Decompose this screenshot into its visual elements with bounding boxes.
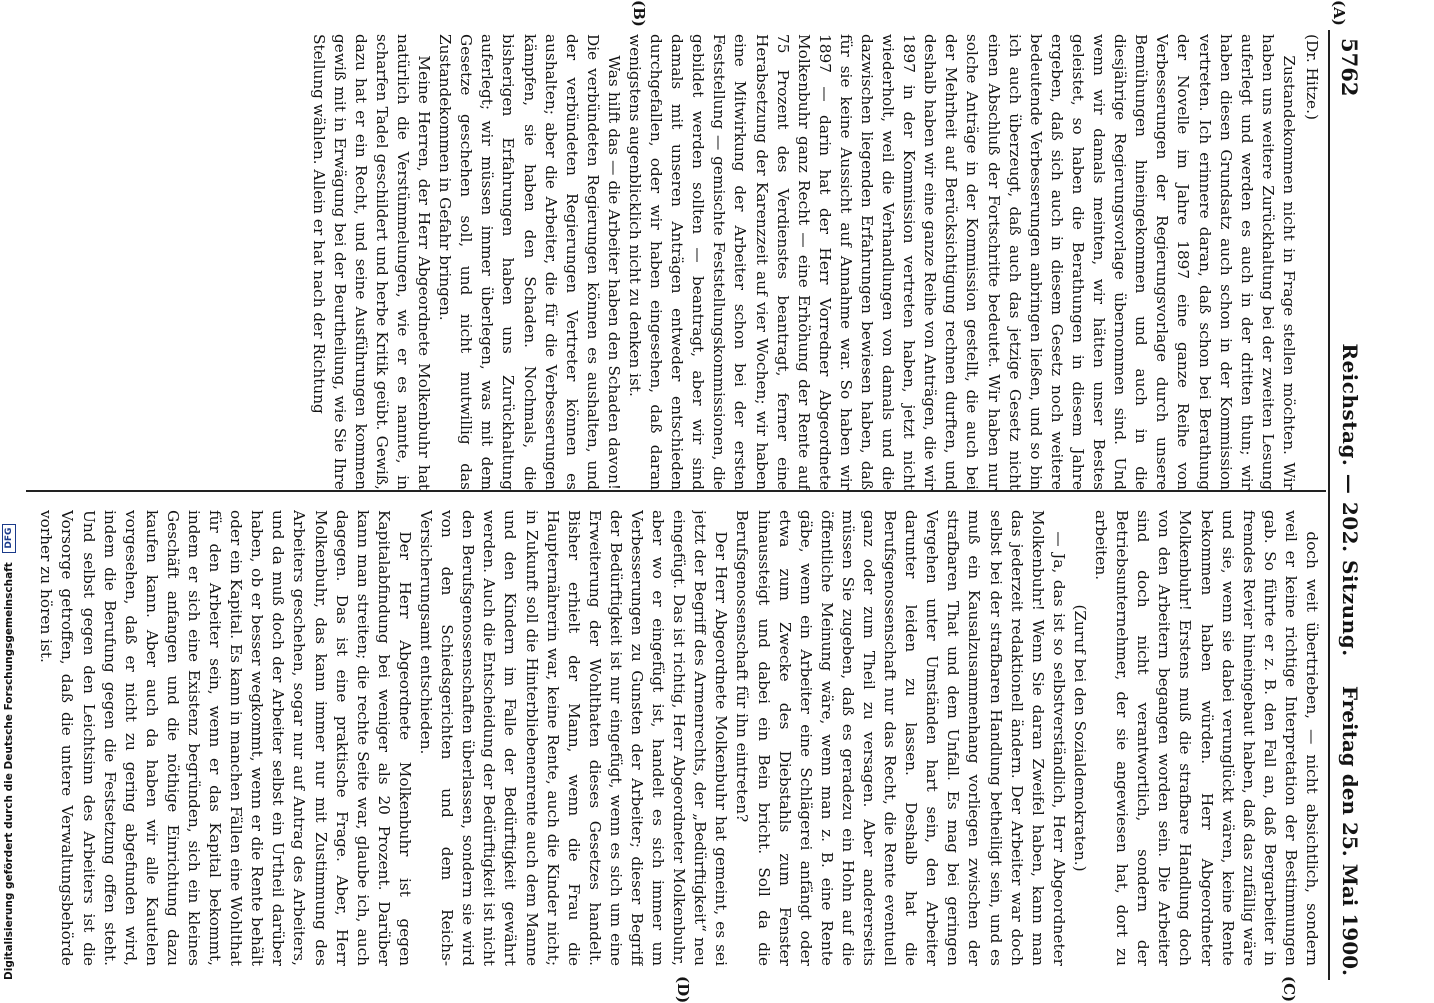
session-title: Reichstag. — 202. Sitzung. xyxy=(1338,343,1362,657)
paragraph: Meine Herren, der Herr Abgeordnete Molkenbuhr hat natürlich die Verstümmelungen, wie er es nannte, in scharfen Tadel geschildert und herbe Kritik geübt. Gewiß, dazu hat er ein Recht, und seine Ausführungen kommen gewiß mit in Erwägung bei der Beurtheilung, wie Sie Ihre Stellung wählen. Allein er hat nach der Richtung xyxy=(309,34,434,490)
paragraph: — Ja, das ist so selbstverständlich, Herr Abgeordneter Molkenbuhr! Wenn Sie daran Zweifel haben, kann man das jederzeit redaktionell ändern. Der Arbeiter war doch selbst bei der strafbaren Handlung betheiligt sein, und es muß ein Kausalzusammenhang vorliegen zwischen der strafbaren That und dem Unfall. Es mag bei geringen Vergehen unter Umständen hart sein, den Arbeiter darunter leiden zu lassen. Deshalb hat die Berufsgenossenschaft nur das Recht, die Rente eventuell ganz oder zum Theil zu versagen. Aber andererseits müssen Sie zugeben, daß es geradezu ein Hohn auf die öffentliche Meinung wäre, wenn man z. B. eine Rente gäbe, wenn ein Arbeiter eine Schlägerei anfängt oder etwa zum Zwecke des Diebstahls zum Fenster hinaussteigt und dabei ein Bein bricht. Soll da die Berufsgenossenschaft für ihn eintreten? xyxy=(733,510,1068,966)
header-rule xyxy=(1328,30,1330,980)
margin-mark-a: (A) xyxy=(1330,0,1348,26)
margin-mark-c: (C) xyxy=(1280,976,1298,1003)
right-column xyxy=(32,510,1322,966)
left-column xyxy=(32,34,1322,490)
paragraph: Zustandekommen nicht in Frage stellen möchten. Wir haben uns weitere Zurückhaltung bei der zweiten Lesung auferlegt und werden es auch in der dritten thun; wir haben diesen Grundsatz auch schon in der Kommission vertreten. Ich erinnere daran, daß schon bei Berathung der Novelle im Jahre 1897 eine ganze Reihe von Verbesserungen der Regierungsvorlage durch unsere Bemühungen hineingekommen und auch in die diesjährige Regierungsvorlage übernommen sind. Und wenn wir damals meinten, wir hätten unser Bestes geleistet, so haben die Berathungen in diesem Jahre ergeben, daß sich auch in diesem Gesetz noch weitere bedeutende Verbesserungen anbringen ließen, und so bin ich auch überzeugt, daß auch das jetzige Gesetz nicht einen Abschluß der Fortschritte bedeutet. Wir haben nur solche Anträge in der Kommission gestellt, die auch bei der Mehrheit auf Berücksichtigung rechnen durften, und deshalb haben wir eine ganze Reihe von Anträgen, die wir 1897 in der Kommission vertreten haben, jetzt nicht wiederholt, weil die Verhandlungen von damals und die dazwischen liegenden Erfahrungen bewiesen haben, daß für sie keine Aussicht auf Annahme war. So haben wir 1897 — darin hat der Herr Vorredner Abgeordnete Molkenbuhr ganz Recht — eine Erhöhung der Rente auf 75 Prozent des Verdienstes beantragt, ferner eine Herabsetzung der Karenzzeit auf vier Wochen; wir haben eine Mitwirkung der Arbeiter schon bei der ersten Feststellung — gemischte Feststellungskommissionen, die gebildet werden sollten — beantragt, aber wir sind damals mit unseren Anträgen entweder entschieden durchgefallen, oder wir haben eingesehen, daß daran wenigstens augenblicklich nicht zu denken ist. xyxy=(626,34,1298,490)
margin-mark-b: (B) xyxy=(630,0,648,27)
interjection: (Zuruf bei den Sozialdemokraten.) xyxy=(1070,604,1089,872)
paragraph: Der Herr Abgeordnete Molkenbuhr hat gemeint, es sei jetzt der Begriff des Armenrechts, der „Bedürftigkeit“ neu eingefügt. Das ist richtig, Herr Abgeordneter Molkenbuhr, aber wo er eingefügt ist, handelt es sich immer um Verbesserungen zu Gunsten der Arbeiter; dieser Begriff der Bedürftigkeit ist nur eingefügt, wenn es sich um eine Erweiterung der Wohlthaten dieses Gesetzes handelt. Bisher erhielt der Mann, wenn die Frau die Haupternährerin war, keine Rente, auch die Kinder nicht; in Zukunft soll die Hinterbliebenenrente auch dem Manne und den Kindern im Falle der Bedürftigkeit gewährt werden. Auch die Entscheidung der Bedürftigkeit ist nicht den Berufsgenossenschaften überlassen, sondern sie wird von den Schiedsgerichten und dem Reichs-Versicherungsamt entschieden. xyxy=(417,510,731,966)
dfg-logo: DFG xyxy=(2,524,16,553)
credit-text: Digitalisierung gefördert durch die Deutsche Forschungsgemeinschaft xyxy=(3,562,15,980)
column-rule xyxy=(26,490,1326,492)
right-column-text xyxy=(35,510,1322,966)
left-column-text xyxy=(308,34,1299,490)
margin-mark-d: (D) xyxy=(674,976,692,1003)
paragraph: doch weit übertrieben, — nicht absichtlich, sondern weil er keine richtige Interpretation der Bestimmungen gab. So führte er z. B. den Fall an, daß Bergarbeiter in fremdes Revier hineingebaut haben, daß das zufällig wäre und sie, wenn sie dabei verunglückt wären, keine Rente bekommen haben würden. Herr Abgeordneter Molkenbuhr! Erstens muß die strafbare Handlung doch von den Arbeitern begangen worden sein. Die Arbeiter sind doch nicht verantwortlich, sondern der Betriebsunternehmer, der sie angewiesen hat, dort zu arbeiten. xyxy=(1092,510,1321,966)
document-page xyxy=(8,0,1388,1003)
session-date: Freitag den 25. Mai 1900. xyxy=(1338,685,1362,976)
running-head xyxy=(1334,0,1364,1000)
paragraph: Der Herr Abgeordnete Molkenbuhr ist gegen Kapitalabfindung bei weniger als 20 Prozent. Darüber kann man streiten; die rechte Seite war, glaube ich, auch dagegen. Das ist eine praktische Frage. Aber, Herr Molkenbuhr, das kann immer nur mit Zustimmung des Arbeiters geschehen, sogar nur auf Antrag des Arbeiters, und da muß doch der Arbeiter selbst ein Urtheil darüber haben, ob er besser wegkommt, wenn er die Rente behält oder ein Kapital. Es kann in manchen Fällen eine Wohlthat für den Arbeiter sein, wenn er das Kapital bekommt, indem er sich eine Existenz begründen, sich ein kleines Geschäft anfangen und die nöthige Einrichtung dazu kaufen kann. Aber auch da haben wir alle Kautelen vorgesehen, daß er nicht zu gering abgefunden wird, indem die Berufung gegen die Festsetzung offen steht. Und selbst gegen den Leichtsinn des Arbeiters ist die Vorsorge getroffen, daß die untere Verwaltungsbehörde vorher zu hören ist. xyxy=(37,510,414,966)
speaker-name: (Dr. Hitze.) xyxy=(1303,34,1321,120)
page-number: 5762 xyxy=(1337,38,1362,97)
paragraph: Was hilft das — die Arbeiter haben den Schaden davon! Die verbündeten Regierungen können es aushalten, und der verbündeten Regierungen Vertreter können es aushalten; aber die Arbeiter, die für die Verbesserungen kämpfen, sie haben den Schaden. Nochmals, die bisherigen Erfahrungen haben uns Zurückhaltung auferlegt; wir müssen immer überlegen, was mit dem Gesetze geschehen soll, und nicht mutwillig das Zustandekommen in Gefahr bringen. xyxy=(436,34,623,490)
digitization-credit xyxy=(0,0,22,1000)
